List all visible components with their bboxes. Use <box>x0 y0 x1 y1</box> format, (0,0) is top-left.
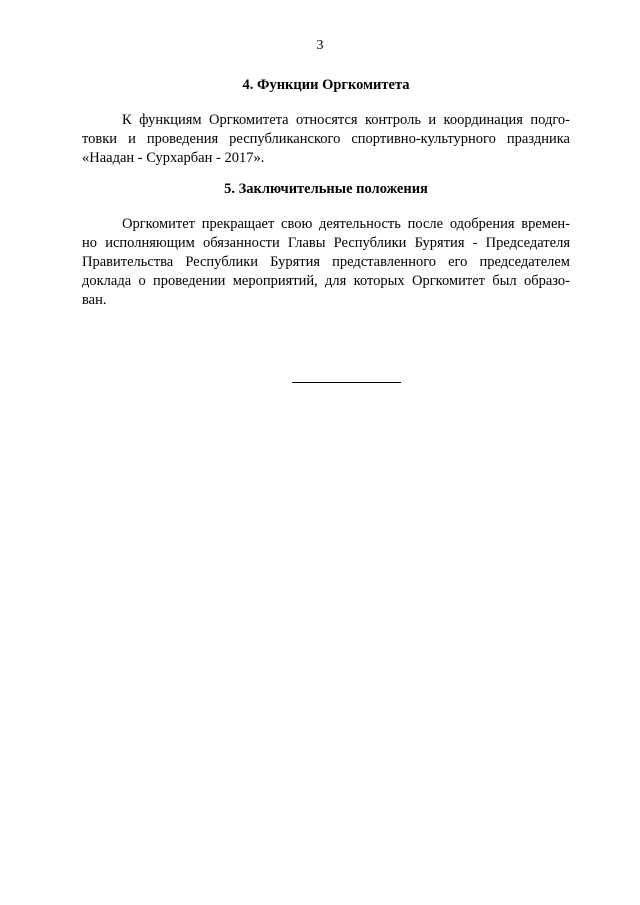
paragraph-line: «Наадан - Сурхарбан - 2017». <box>82 150 265 166</box>
section-paragraph-final-provisions <box>82 215 570 310</box>
section-heading-functions: 4. Функции Оргкомитета <box>242 77 410 93</box>
paragraph-line: ван. <box>82 292 107 308</box>
paragraph-line: но исполняющим обязанности Главы Республики Бурятия - Председателя <box>82 235 570 251</box>
end-divider-line <box>292 382 401 383</box>
page-number: 3 <box>316 38 324 53</box>
paragraph-line: доклада о проведении мероприятий, для которых Оргкомитет был образо- <box>82 273 570 289</box>
paragraph-line: Правительства Республики Бурятия представленного его председателем <box>82 254 570 270</box>
paragraph-line: Оргкомитет прекращает свою деятельность после одобрения времен- <box>122 216 570 232</box>
paragraph-line: К функциям Оргкомитета относятся контроль и координация подго- <box>122 112 570 128</box>
section-heading-final-provisions: 5. Заключительные положения <box>224 181 428 197</box>
section-paragraph-functions <box>82 111 570 168</box>
paragraph-line: товки и проведения республиканского спортивно-культурного праздника <box>82 131 570 147</box>
